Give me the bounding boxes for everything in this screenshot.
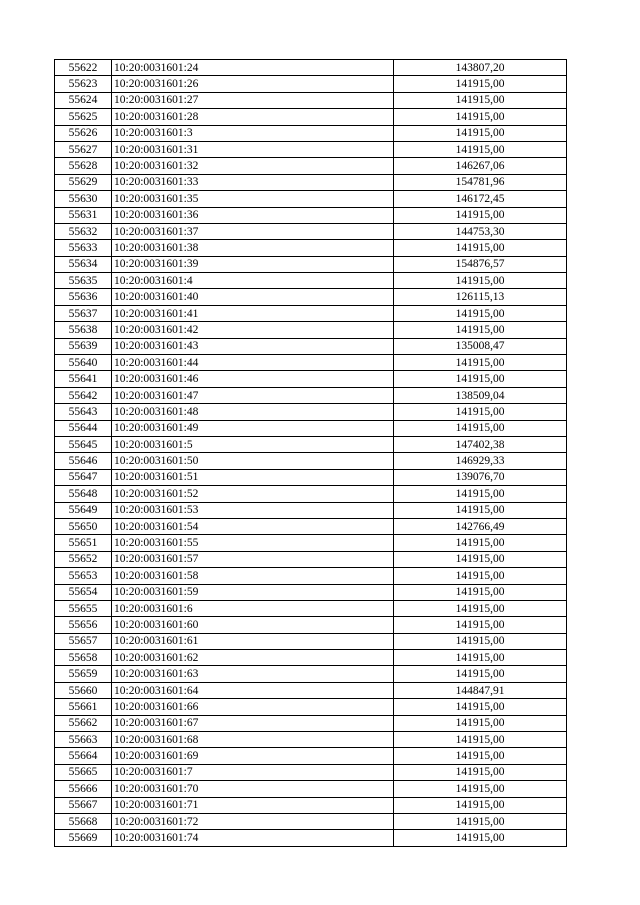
- row-number-cell: 55648: [55, 486, 112, 502]
- value-cell: 141915,00: [394, 732, 567, 748]
- cadastral-number-cell: 10:20:0031601:51: [112, 469, 394, 485]
- value-cell: 141915,00: [394, 109, 567, 125]
- table-row: [55, 453, 567, 469]
- table-row: [55, 436, 567, 452]
- cadastral-number-cell: 10:20:0031601:62: [112, 650, 394, 666]
- cadastral-number-cell: 10:20:0031601:5: [112, 436, 394, 452]
- value-cell: 154781,96: [394, 174, 567, 190]
- cadastral-number-cell: 10:20:0031601:68: [112, 732, 394, 748]
- row-number-cell: 55662: [55, 715, 112, 731]
- value-cell: 141915,00: [394, 551, 567, 567]
- cadastral-number-cell: 10:20:0031601:48: [112, 404, 394, 420]
- value-cell: 141915,00: [394, 92, 567, 108]
- table-row: [55, 404, 567, 420]
- value-cell: 141915,00: [394, 781, 567, 797]
- cadastral-number-cell: 10:20:0031601:66: [112, 699, 394, 715]
- table-row: [55, 240, 567, 256]
- cadastral-number-cell: 10:20:0031601:59: [112, 584, 394, 600]
- cadastral-number-cell: 10:20:0031601:44: [112, 355, 394, 371]
- cadastral-number-cell: 10:20:0031601:70: [112, 781, 394, 797]
- value-cell: 141915,00: [394, 584, 567, 600]
- row-number-cell: 55628: [55, 158, 112, 174]
- row-number-cell: 55627: [55, 141, 112, 157]
- cadastral-number-cell: 10:20:0031601:28: [112, 109, 394, 125]
- value-cell: 141915,00: [394, 748, 567, 764]
- table-row: [55, 125, 567, 141]
- value-cell: 141915,00: [394, 600, 567, 616]
- value-cell: 141915,00: [394, 830, 567, 846]
- value-cell: 141915,00: [394, 207, 567, 223]
- table-row: [55, 535, 567, 551]
- value-cell: 138509,04: [394, 387, 567, 403]
- row-number-cell: 55629: [55, 174, 112, 190]
- cadastral-number-cell: 10:20:0031601:58: [112, 568, 394, 584]
- row-number-cell: 55638: [55, 322, 112, 338]
- table-row: [55, 748, 567, 764]
- value-cell: 141915,00: [394, 404, 567, 420]
- table-row: [55, 387, 567, 403]
- value-cell: 141915,00: [394, 125, 567, 141]
- table-row: [55, 305, 567, 321]
- row-number-cell: 55664: [55, 748, 112, 764]
- cadastral-number-cell: 10:20:0031601:38: [112, 240, 394, 256]
- table-row: [55, 223, 567, 239]
- cadastral-number-cell: 10:20:0031601:3: [112, 125, 394, 141]
- row-number-cell: 55654: [55, 584, 112, 600]
- table-row: [55, 551, 567, 567]
- cadastral-number-cell: 10:20:0031601:61: [112, 633, 394, 649]
- row-number-cell: 55645: [55, 436, 112, 452]
- value-cell: 141915,00: [394, 322, 567, 338]
- value-cell: 146929,33: [394, 453, 567, 469]
- row-number-cell: 55657: [55, 633, 112, 649]
- row-number-cell: 55636: [55, 289, 112, 305]
- row-number-cell: 55667: [55, 797, 112, 813]
- cadastral-number-cell: 10:20:0031601:4: [112, 273, 394, 289]
- cadastral-number-cell: 10:20:0031601:60: [112, 617, 394, 633]
- value-cell: 141915,00: [394, 535, 567, 551]
- table-row: [55, 273, 567, 289]
- cadastral-number-cell: 10:20:0031601:33: [112, 174, 394, 190]
- value-cell: 154876,57: [394, 256, 567, 272]
- value-cell: 126115,13: [394, 289, 567, 305]
- cadastral-number-cell: 10:20:0031601:7: [112, 764, 394, 780]
- row-number-cell: 55625: [55, 109, 112, 125]
- table-row: [55, 338, 567, 354]
- cadastral-number-cell: 10:20:0031601:40: [112, 289, 394, 305]
- table-row: [55, 502, 567, 518]
- cadastral-number-cell: 10:20:0031601:50: [112, 453, 394, 469]
- value-cell: 141915,00: [394, 273, 567, 289]
- table-row: [55, 699, 567, 715]
- row-number-cell: 55640: [55, 355, 112, 371]
- row-number-cell: 55633: [55, 240, 112, 256]
- cadastral-number-cell: 10:20:0031601:32: [112, 158, 394, 174]
- cadastral-number-cell: 10:20:0031601:36: [112, 207, 394, 223]
- cadastral-number-cell: 10:20:0031601:27: [112, 92, 394, 108]
- table-row: [55, 732, 567, 748]
- cadastral-number-cell: 10:20:0031601:37: [112, 223, 394, 239]
- value-cell: 141915,00: [394, 502, 567, 518]
- cadastral-number-cell: 10:20:0031601:64: [112, 682, 394, 698]
- table-row: [55, 666, 567, 682]
- value-cell: 141915,00: [394, 568, 567, 584]
- table-row: [55, 60, 567, 76]
- row-number-cell: 55658: [55, 650, 112, 666]
- table-row: [55, 518, 567, 534]
- row-number-cell: 55624: [55, 92, 112, 108]
- table-row: [55, 600, 567, 616]
- cadastral-value-table: [54, 59, 567, 847]
- row-number-cell: 55647: [55, 469, 112, 485]
- table-row: [55, 584, 567, 600]
- cadastral-number-cell: 10:20:0031601:52: [112, 486, 394, 502]
- row-number-cell: 55649: [55, 502, 112, 518]
- row-number-cell: 55644: [55, 420, 112, 436]
- row-number-cell: 55635: [55, 273, 112, 289]
- value-cell: 141915,00: [394, 650, 567, 666]
- table-row: [55, 781, 567, 797]
- value-cell: 141915,00: [394, 715, 567, 731]
- table-row: [55, 420, 567, 436]
- table-row: [55, 158, 567, 174]
- value-cell: 141915,00: [394, 486, 567, 502]
- row-number-cell: 55630: [55, 191, 112, 207]
- row-number-cell: 55651: [55, 535, 112, 551]
- table-row: [55, 715, 567, 731]
- row-number-cell: 55653: [55, 568, 112, 584]
- row-number-cell: 55666: [55, 781, 112, 797]
- cadastral-number-cell: 10:20:0031601:72: [112, 813, 394, 829]
- value-cell: 135008,47: [394, 338, 567, 354]
- row-number-cell: 55639: [55, 338, 112, 354]
- table-row: [55, 76, 567, 92]
- value-cell: 146267,06: [394, 158, 567, 174]
- cadastral-number-cell: 10:20:0031601:6: [112, 600, 394, 616]
- row-number-cell: 55646: [55, 453, 112, 469]
- table-row: [55, 797, 567, 813]
- value-cell: 141915,00: [394, 813, 567, 829]
- table-row: [55, 207, 567, 223]
- row-number-cell: 55656: [55, 617, 112, 633]
- table-row: [55, 256, 567, 272]
- cadastral-number-cell: 10:20:0031601:57: [112, 551, 394, 567]
- value-cell: 141915,00: [394, 420, 567, 436]
- cadastral-number-cell: 10:20:0031601:41: [112, 305, 394, 321]
- table-row: [55, 617, 567, 633]
- table-row: [55, 813, 567, 829]
- value-cell: 141915,00: [394, 240, 567, 256]
- row-number-cell: 55655: [55, 600, 112, 616]
- row-number-cell: 55669: [55, 830, 112, 846]
- value-cell: 143807,20: [394, 60, 567, 76]
- cadastral-number-cell: 10:20:0031601:47: [112, 387, 394, 403]
- cadastral-number-cell: 10:20:0031601:42: [112, 322, 394, 338]
- table-row: [55, 764, 567, 780]
- table-row: [55, 371, 567, 387]
- value-cell: 141915,00: [394, 666, 567, 682]
- value-cell: 141915,00: [394, 305, 567, 321]
- row-number-cell: 55637: [55, 305, 112, 321]
- table-row: [55, 469, 567, 485]
- cadastral-number-cell: 10:20:0031601:69: [112, 748, 394, 764]
- cadastral-number-cell: 10:20:0031601:55: [112, 535, 394, 551]
- row-number-cell: 55650: [55, 518, 112, 534]
- row-number-cell: 55643: [55, 404, 112, 420]
- row-number-cell: 55631: [55, 207, 112, 223]
- table-body: [55, 60, 567, 847]
- row-number-cell: 55660: [55, 682, 112, 698]
- cadastral-number-cell: 10:20:0031601:43: [112, 338, 394, 354]
- row-number-cell: 55626: [55, 125, 112, 141]
- cadastral-number-cell: 10:20:0031601:24: [112, 60, 394, 76]
- row-number-cell: 55623: [55, 76, 112, 92]
- value-cell: 141915,00: [394, 633, 567, 649]
- row-number-cell: 55641: [55, 371, 112, 387]
- value-cell: 141915,00: [394, 371, 567, 387]
- table-row: [55, 174, 567, 190]
- row-number-cell: 55642: [55, 387, 112, 403]
- cadastral-number-cell: 10:20:0031601:26: [112, 76, 394, 92]
- row-number-cell: 55659: [55, 666, 112, 682]
- row-number-cell: 55632: [55, 223, 112, 239]
- table-row: [55, 322, 567, 338]
- value-cell: 142766,49: [394, 518, 567, 534]
- cadastral-number-cell: 10:20:0031601:54: [112, 518, 394, 534]
- table-row: [55, 289, 567, 305]
- value-cell: 146172,45: [394, 191, 567, 207]
- table-row: [55, 568, 567, 584]
- table-row: [55, 191, 567, 207]
- value-cell: 141915,00: [394, 617, 567, 633]
- table-row: [55, 633, 567, 649]
- value-cell: 141915,00: [394, 797, 567, 813]
- table-row: [55, 92, 567, 108]
- row-number-cell: 55663: [55, 732, 112, 748]
- cadastral-number-cell: 10:20:0031601:67: [112, 715, 394, 731]
- table-row: [55, 682, 567, 698]
- table-row: [55, 109, 567, 125]
- value-cell: 141915,00: [394, 764, 567, 780]
- row-number-cell: 55661: [55, 699, 112, 715]
- cadastral-number-cell: 10:20:0031601:49: [112, 420, 394, 436]
- value-cell: 147402,38: [394, 436, 567, 452]
- value-cell: 139076,70: [394, 469, 567, 485]
- value-cell: 141915,00: [394, 699, 567, 715]
- value-cell: 141915,00: [394, 141, 567, 157]
- value-cell: 144753,30: [394, 223, 567, 239]
- row-number-cell: 55668: [55, 813, 112, 829]
- cadastral-number-cell: 10:20:0031601:46: [112, 371, 394, 387]
- cadastral-number-cell: 10:20:0031601:31: [112, 141, 394, 157]
- value-cell: 141915,00: [394, 76, 567, 92]
- cadastral-number-cell: 10:20:0031601:39: [112, 256, 394, 272]
- cadastral-number-cell: 10:20:0031601:35: [112, 191, 394, 207]
- cadastral-number-cell: 10:20:0031601:53: [112, 502, 394, 518]
- value-cell: 141915,00: [394, 355, 567, 371]
- row-number-cell: 55652: [55, 551, 112, 567]
- table-row: [55, 355, 567, 371]
- row-number-cell: 55665: [55, 764, 112, 780]
- cadastral-number-cell: 10:20:0031601:63: [112, 666, 394, 682]
- table-row: [55, 650, 567, 666]
- row-number-cell: 55622: [55, 60, 112, 76]
- value-cell: 144847,91: [394, 682, 567, 698]
- table-row: [55, 486, 567, 502]
- cadastral-number-cell: 10:20:0031601:71: [112, 797, 394, 813]
- row-number-cell: 55634: [55, 256, 112, 272]
- table-row: [55, 830, 567, 846]
- table-row: [55, 141, 567, 157]
- cadastral-number-cell: 10:20:0031601:74: [112, 830, 394, 846]
